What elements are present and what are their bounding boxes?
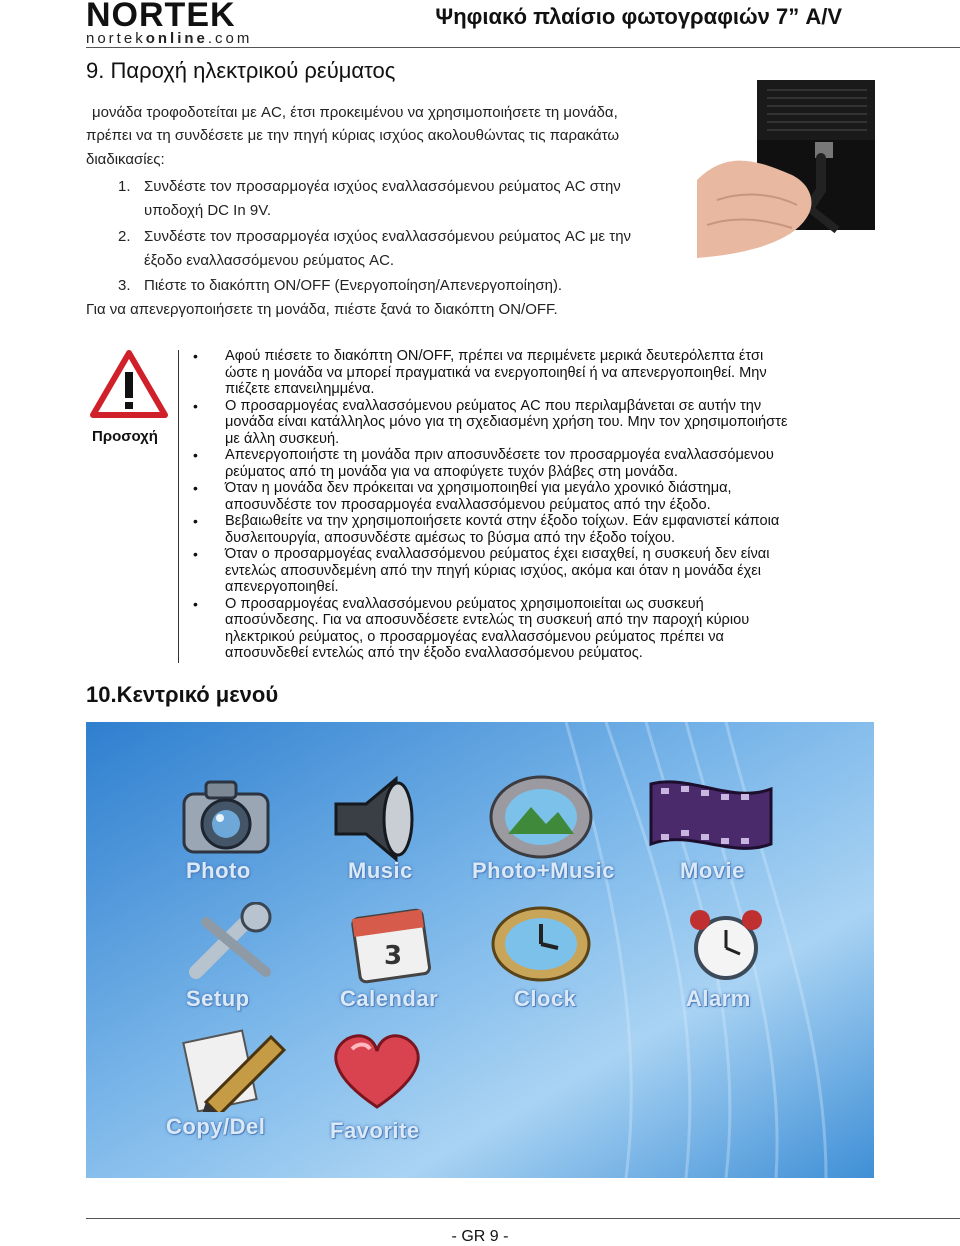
closing-text: Για να απενεργοποιήσετε τη μονάδα, πιέστε ξανά το διακόπτη ON/OFF. <box>86 301 558 318</box>
step-2-cont: έξοδο εναλλασσόμενου ρεύματος AC. <box>144 252 395 269</box>
menu-label-copy-del[interactable]: Copy/Del <box>166 1114 266 1139</box>
header-divider <box>86 47 960 48</box>
intro-line-2: πρέπει να τη συνδέσετε με την πηγή κύριας ισχύος ακολουθώντας τις παρακάτω <box>86 127 620 144</box>
menu-label-photo-music[interactable]: Photo+Music <box>472 858 616 883</box>
list-item: • Όταν η μονάδα δεν πρόκειται να χρησιμοποιηθεί για μεγάλο χρονικό διάστημα, αποσυνδέστε τον προσαρμογέα εναλλασσόμενου ρεύματος από την έξοδο. <box>193 480 732 513</box>
calendar-icon[interactable] <box>346 900 436 990</box>
menu-label-favorite[interactable]: Favorite <box>330 1118 420 1143</box>
heart-icon[interactable] <box>322 1027 432 1117</box>
wrench-icon[interactable] <box>186 902 286 987</box>
alarm-clock-icon[interactable] <box>676 904 776 989</box>
step-1-cont: υποδοχή DC In 9V. <box>144 202 272 219</box>
menu-label-music[interactable]: Music <box>348 858 413 883</box>
logo-website: nortekonline.com <box>86 30 253 47</box>
step-1: 1. Συνδέστε τον προσαρμογέα ισχύος εναλλασσόμενου ρεύματος AC στην <box>118 178 621 195</box>
section-10-heading: 10.Κεντρικό μενού <box>86 682 279 707</box>
speaker-icon[interactable] <box>326 774 426 869</box>
list-item: • Ο προσαρμογέας εναλλασσόμενου ρεύματος χρησιμοποιείται ως συσκευή αποσύνδεσης. Για να αποσυνδέσετε εντελώς τη συσκευή από την παροχή κύριου ηλεκτρικού ρεύματος, ο προσαρμογέας εναλλασσόμενου ρεύματος πρέπει να αποσυνδεθεί εντελώς από την έξοδο εναλλασσόμενου ρεύματος. <box>193 595 750 661</box>
menu-label-clock[interactable]: Clock <box>514 986 577 1011</box>
document-title: Ψηφιακό πλαίσιο φωτογραφιών 7” A/V <box>435 4 842 29</box>
film-strip-icon[interactable] <box>641 774 781 869</box>
menu-label-photo[interactable]: Photo <box>186 858 251 883</box>
list-item: • Όταν ο προσαρμογέας εναλλασσόμενου ρεύματος έχει εισαχθεί, η συσκευή δεν είναι εντελώς αποσυνδεμένη από την πηγή κύριας ισχύος, ακόμα και όταν η μονάδα έχει απενεργοποιηθεί. <box>193 546 770 595</box>
list-item: • Βεβαιωθείτε να την χρησιμοποιήσετε κοντά στην έξοδο τοίχων. Εάν εμφανιστεί κάποια δυσλειτουργία, αποσυνδέστε αμέσως το βύσμα από την έξοδο τοίχου. <box>193 513 780 546</box>
logo-wordmark: NORTEK <box>86 0 236 34</box>
menu-label-movie[interactable]: Movie <box>680 858 745 883</box>
caution-divider <box>178 350 179 663</box>
picture-frame-icon[interactable] <box>486 772 596 867</box>
clock-icon[interactable] <box>486 904 596 989</box>
pencil-icon[interactable] <box>176 1022 296 1117</box>
intro-line-3: διαδικασίες: <box>86 151 165 168</box>
nortek-logo <box>86 0 296 47</box>
menu-label-calendar[interactable]: Calendar <box>340 986 439 1011</box>
caution-label: Προσοχή <box>92 428 158 445</box>
svg-text:3: 3 <box>384 941 403 971</box>
intro-line-1: μονάδα τροφοδοτείται με AC, έτσι προκειμένου να χρησιμοποιήσετε τη μονάδα, <box>92 104 618 121</box>
list-item: • Αφού πιέσετε το διακόπτη ON/OFF, πρέπει να περιμένετε μερικά δευτερόλεπτα έτσι ώστε η μονάδα να μπορεί πραγματικά να ενεργοποιηθεί ή να απενεργοποιηθεί. Μην πιέζετε επανειλημμένα. <box>193 348 767 397</box>
list-item: • Απενεργοποιήστε τη μονάδα πριν αποσυνδέσετε τον προσαρμογέα εναλλασσόμενου ρεύματος από τη μονάδα για να αποφύγετε τυχόν βλάβες στη μονάδα. <box>193 447 774 480</box>
step-2: 2. Συνδέστε τον προσαρμογέα ισχύος εναλλασσόμενου ρεύματος AC με την <box>118 228 632 245</box>
section-9-heading: 9. Παροχή ηλεκτρικού ρεύματος <box>86 58 396 83</box>
menu-label-setup[interactable]: Setup <box>186 986 250 1011</box>
warning-triangle-icon <box>90 350 168 418</box>
camera-icon[interactable] <box>176 772 276 867</box>
step-3: 3. Πιέστε το διακόπτη ON/OFF (Ενεργοποίηση/Απενεργοποίηση). <box>118 277 563 294</box>
page-number: - GR 9 - <box>451 1228 509 1245</box>
footer-divider <box>86 1218 960 1219</box>
menu-label-alarm[interactable]: Alarm <box>686 986 751 1011</box>
main-menu-screenshot <box>86 722 874 1178</box>
list-item: • Ο προσαρμογέας εναλλασσόμενου ρεύματος AC που περιλαμβάνεται σε αυτήν την μονάδα είναι κατάλληλος μόνο για τη σχεδιασμένη χρήση του. Μην τον χρησιμοποιήστε με άλλη συσκευή. <box>193 397 788 447</box>
caution-list <box>190 348 850 662</box>
power-plug-photo <box>697 80 875 258</box>
